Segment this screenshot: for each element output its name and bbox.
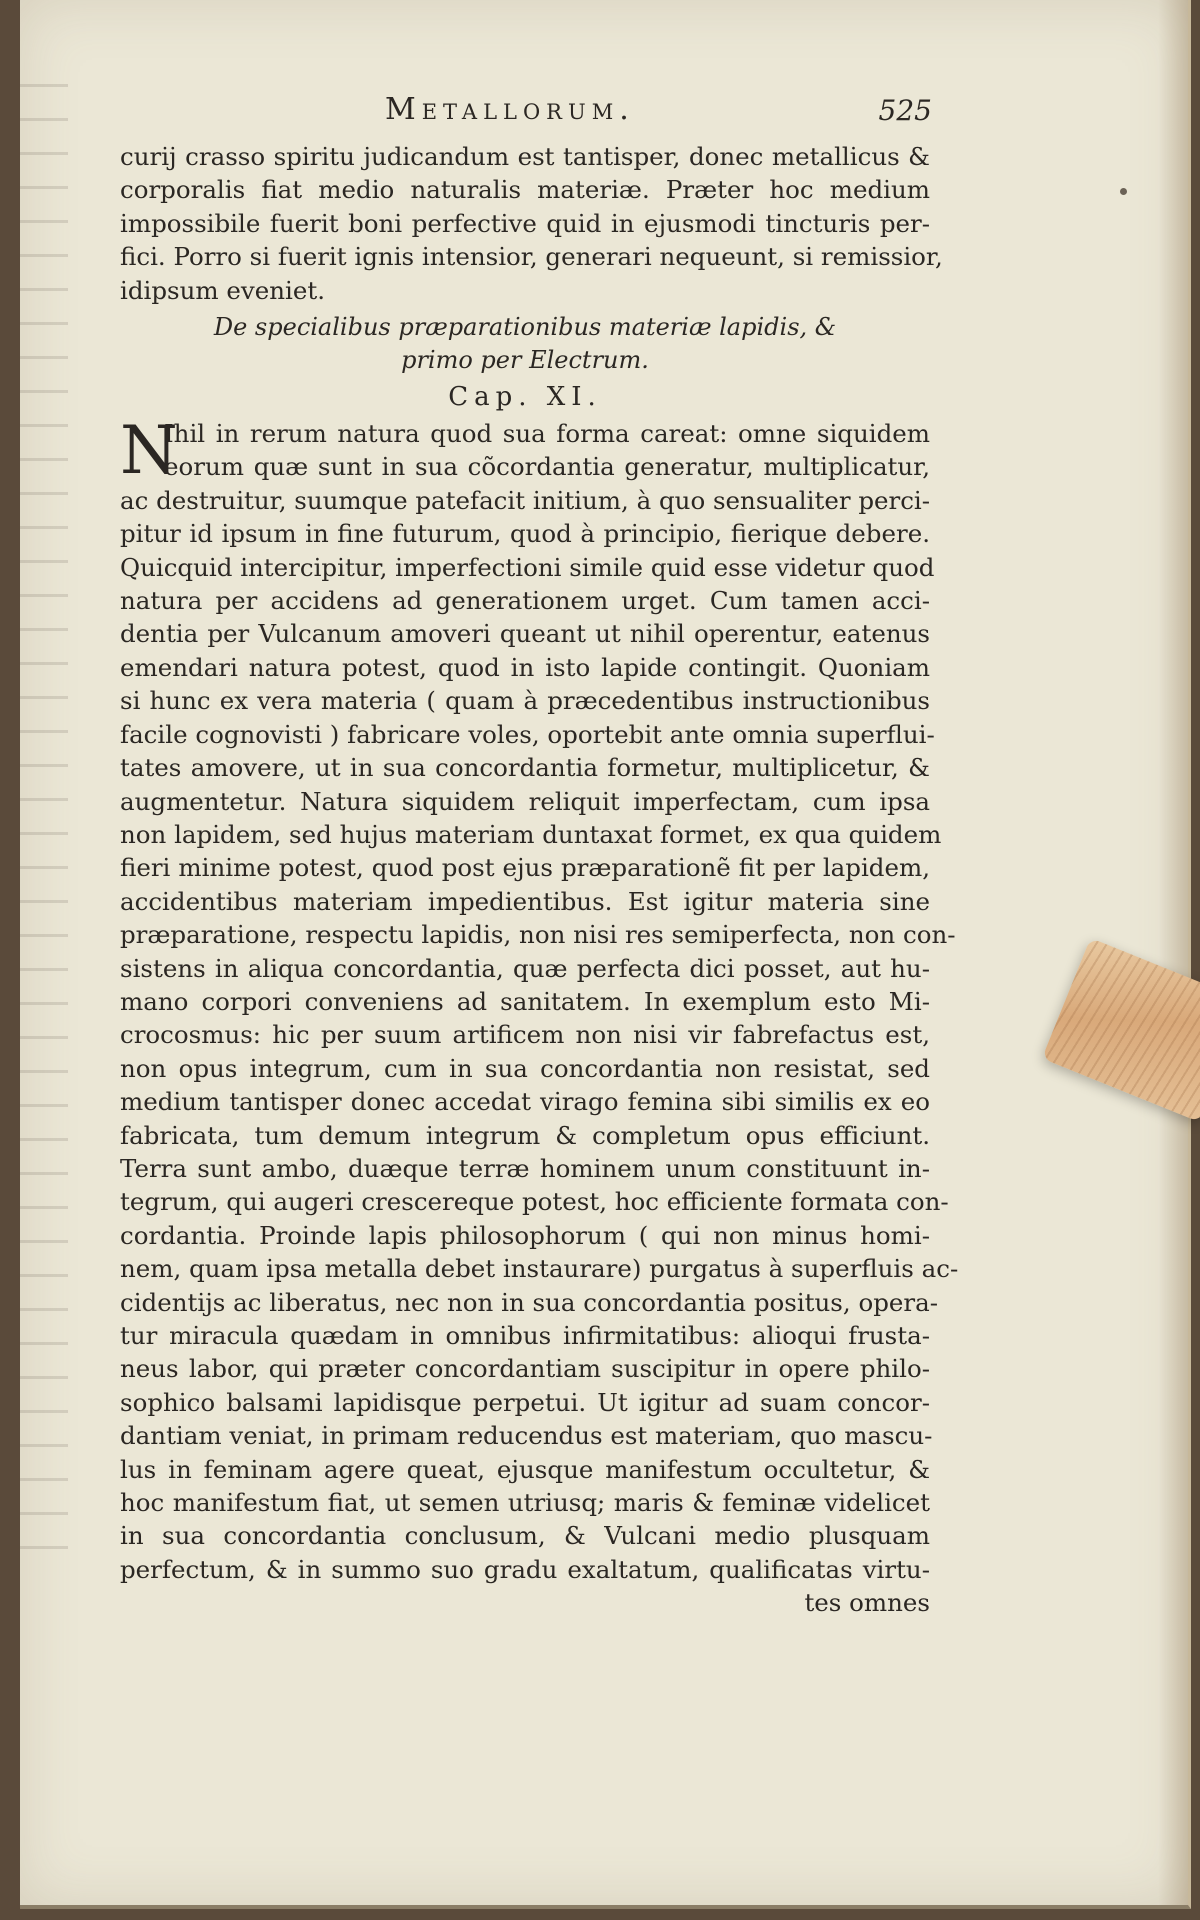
text-line: Quicquid intercipitur, imperfectioni simile quid esse videtur quod <box>120 552 935 582</box>
facing-page-bleed <box>20 60 68 1560</box>
text-line: tur miracula quædam in omnibus infirmitatibus: alioqui frusta- <box>120 1321 930 1350</box>
running-head <box>120 92 930 140</box>
body-lines <box>120 484 959 1586</box>
text-line: accidentibus materiam impedientibus. Est igitur materia sine <box>120 886 930 916</box>
text-line: hoc manifestum fiat, ut semen utriusq; maris & feminæ videlicet <box>120 1488 930 1518</box>
text-line: fici. Porro si fuerit ignis intensior, generari nequeunt, si remissior, <box>120 242 943 272</box>
drop-cap: N <box>120 412 178 490</box>
text-line: dentia per Vulcanum amoveri queant ut nihil operentur, eatenus <box>120 619 930 649</box>
text-line: lus in feminam agere queat, ejusque manifestum occultetur, & <box>120 1454 930 1484</box>
text-line: pitur id ipsum in fine futurum, quod à principio, fierique debere. <box>120 519 930 549</box>
text-line: ac destruitur, suumque patefacit initium, à quo sensualiter perci- <box>120 485 931 515</box>
text-line: sistens in aliqua concordantia, quæ perfecta dici posset, aut hu- <box>120 953 930 983</box>
text-line: sophico balsami lapidisque perpetui. Ut igitur ad suam concor- <box>120 1387 930 1417</box>
catchword: tes omnes <box>804 1588 930 1618</box>
page-edge-shadow <box>1158 0 1188 1905</box>
running-title: Metallorum. <box>385 92 635 127</box>
text-line: impossibile fuerit boni perfective quid in ejusmodi tincturis per- <box>120 208 930 238</box>
text-line: eorum quæ sunt in sua cõcordantia generatur, multiplicatur, <box>164 452 930 482</box>
text-line: medium tantisper donec accedat virago femina sibi similis ex eo <box>120 1087 930 1117</box>
text-line: dantiam veniat, in primam reducendus est materiam, quo mascu- <box>120 1421 933 1451</box>
text-line: augmentetur. Natura siquidem reliquit imperfectam, cum ipsa <box>120 786 930 816</box>
intro-paragraph <box>120 140 943 307</box>
text-line: cidentijs ac liberatus, nec non in sua concordantia positus, opera- <box>120 1287 938 1317</box>
text-line: cordantia. Proinde lapis philosophorum ( qui non minus homi- <box>120 1220 930 1250</box>
text-line: non lapidem, sed hujus materiam duntaxat formet, ex qua quidem <box>120 819 942 849</box>
text-line: fabricata, tum demum integrum & completum opus efficiunt. <box>120 1120 930 1150</box>
text-line: Terra sunt ambo, duæque terræ hominem unum constituunt in- <box>120 1153 930 1183</box>
chapter-body <box>120 412 959 1620</box>
text-line: mano corpori conveniens ad sanitatem. In exemplum esto Mi- <box>120 986 930 1016</box>
text-line: curij crasso spiritu judicandum est tantisper, donec metallicus & <box>120 142 930 171</box>
text-line: idipsum eveniet. <box>120 275 325 305</box>
page-number: 525 <box>878 94 932 127</box>
text-line: tates amovere, ut in sua concordantia formetur, multiplicetur, & <box>120 753 930 783</box>
text-line: perfectum, & in summo suo gradu exaltatum, qualificatas virtu- <box>120 1554 930 1584</box>
text-line: emendari natura potest, quod in isto lapide contingit. Quoniam <box>120 652 930 682</box>
text-line: Ihil in rerum natura quod sua forma careat: omne siquidem <box>164 419 930 449</box>
text-line: tegrum, qui augeri crescereque potest, hoc efficiente formata con- <box>120 1187 949 1217</box>
book-page <box>20 0 1191 1909</box>
section-heading-line: primo per Electrum. <box>401 346 649 375</box>
text-line: non opus integrum, cum in sua concordantia non resistat, sed <box>120 1053 930 1083</box>
text-line: crocosmus: hic per suum artificem non nisi vir fabrefactus est, <box>120 1020 930 1050</box>
section-heading <box>120 311 930 377</box>
text-block <box>120 92 959 1620</box>
chapter-label: Cap. XI. <box>448 382 602 413</box>
ink-speck <box>1120 188 1127 195</box>
text-line: neus labor, qui præter concordantiam suscipitur in opere philo- <box>120 1354 930 1384</box>
text-line: corporalis fiat medio naturalis materiæ. Præter hoc medium <box>120 175 930 205</box>
text-line: fieri minime potest, quod post ejus præparationẽ fit per lapidem, <box>120 853 930 883</box>
text-line: præparatione, respectu lapidis, non nisi res semiperfecta, non con- <box>120 920 956 950</box>
section-heading-line: De specialibus præparationibus materiæ lapidis, & <box>213 313 837 342</box>
text-line: in sua concordantia conclusum, & Vulcani medio plusquam <box>120 1521 930 1551</box>
text-line: si hunc ex vera materia ( quam à præcedentibus instructionibus <box>120 686 930 716</box>
text-line: natura per accidens ad generationem urget. Cum tamen acci- <box>120 586 930 616</box>
text-line: facile cognovisti ) fabricare voles, oportebit ante omnia superflui- <box>120 719 935 749</box>
text-line: nem, quam ipsa metalla debet instaurare) purgatus à superfluis ac- <box>120 1254 959 1284</box>
